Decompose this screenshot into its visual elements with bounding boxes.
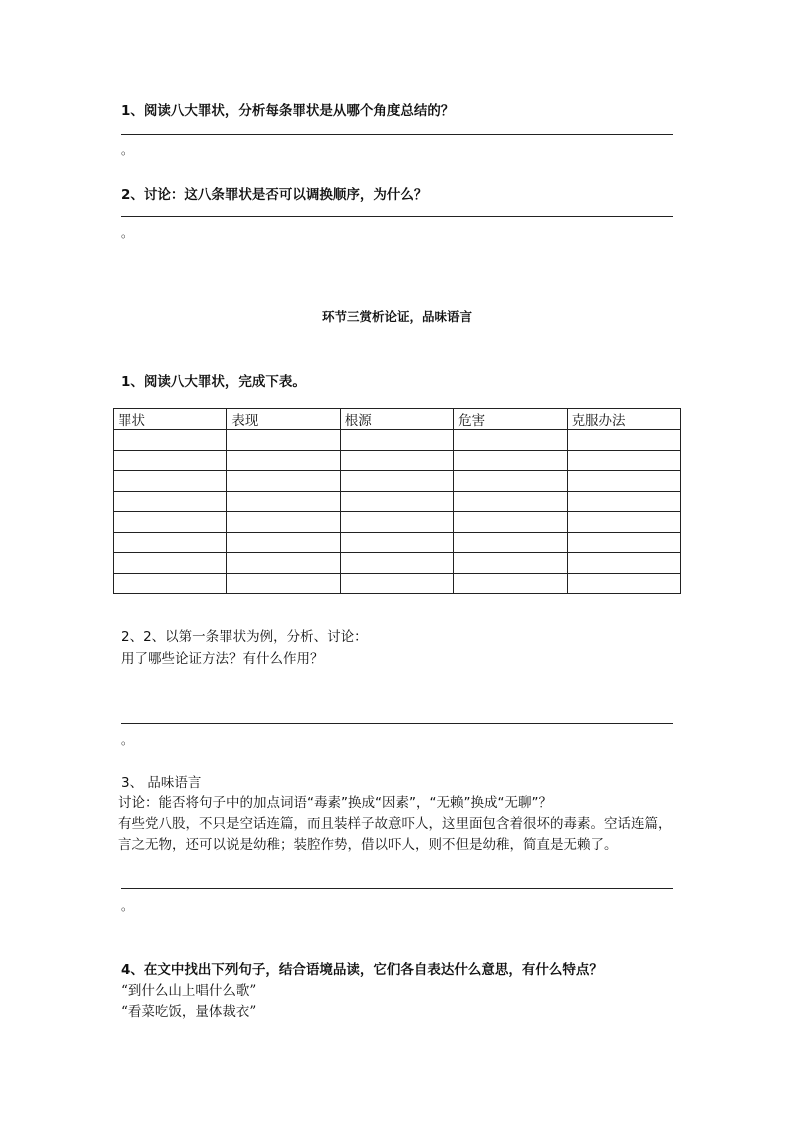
table-cell[interactable] (567, 430, 680, 451)
table-cell[interactable] (114, 491, 227, 512)
language-question-text: 3、 品味语言 (121, 775, 202, 791)
table-cell[interactable] (340, 532, 453, 553)
argument-subquestion-text: 用了哪些论证方法？有什么作用？ (121, 651, 324, 667)
answer-line-1 (121, 134, 673, 135)
table-cell[interactable] (340, 553, 453, 574)
question-2-text: 2、讨论：这八条罪状是否可以调换顺序，为什么？ (121, 187, 428, 203)
table-cell[interactable] (114, 450, 227, 471)
answer-end-mark-3: 。 (121, 733, 134, 747)
table-cell[interactable] (567, 573, 680, 594)
answer-end-mark-1: 。 (121, 143, 134, 157)
table-cell[interactable] (454, 512, 567, 533)
question-1-text: 1、阅读八大罪状，分析每条罪状是从哪个角度总结的？ (121, 103, 455, 119)
table-cell[interactable] (454, 471, 567, 492)
table-row (114, 512, 681, 533)
table-cell[interactable] (227, 491, 340, 512)
table-header-cell: 表现 (227, 409, 340, 430)
language-passage-line-2: 言之无物，还可以说是幼稚；装腔作势，借以吓人，则不但是幼稚，简直是无赖了。 (118, 837, 618, 853)
table-cell[interactable] (114, 430, 227, 451)
table-cell[interactable] (567, 532, 680, 553)
table-cell[interactable] (227, 532, 340, 553)
table-cell[interactable] (227, 512, 340, 533)
table-cell[interactable] (114, 532, 227, 553)
table-cell[interactable] (567, 512, 680, 533)
table-header-cell: 危害 (454, 409, 567, 430)
table-cell[interactable] (114, 512, 227, 533)
quote-line-1: “到什么山上唱什么歌” (121, 983, 257, 999)
table-cell[interactable] (454, 553, 567, 574)
table-question-text: 1、阅读八大罪状，完成下表。 (121, 374, 306, 390)
table-cell[interactable] (227, 471, 340, 492)
table-cell[interactable] (227, 553, 340, 574)
argument-question-text: 2、2、以第一条罪状为例，分析、讨论： (121, 629, 368, 645)
table-cell[interactable] (340, 491, 453, 512)
table-cell[interactable] (340, 573, 453, 594)
section-title: 环节三赏析论证，品味语言 (321, 309, 472, 324)
table-row (114, 430, 681, 451)
table-header-cell: 克服办法 (567, 409, 680, 430)
answer-line-3 (121, 723, 673, 724)
quote-line-2: “看菜吃饭，量体裁衣” (121, 1004, 257, 1020)
table-header-cell: 根源 (340, 409, 453, 430)
answer-end-mark-2: 。 (121, 226, 134, 240)
table-cell[interactable] (454, 532, 567, 553)
table-header-cell: 罪状 (114, 409, 227, 430)
table-cell[interactable] (114, 573, 227, 594)
table-cell[interactable] (454, 430, 567, 451)
table-row (114, 491, 681, 512)
answer-end-mark-4: 。 (121, 899, 134, 913)
table-cell[interactable] (567, 491, 680, 512)
crimes-table (113, 408, 681, 594)
table-cell[interactable] (227, 450, 340, 471)
table-cell[interactable] (340, 430, 453, 451)
table-row (114, 532, 681, 553)
table-cell[interactable] (340, 471, 453, 492)
language-passage-line-1: 有些党八股，不只是空话连篇，而且装样子故意吓人，这里面包含着很坏的毒素。空话连篇， (118, 816, 672, 832)
table-cell[interactable] (114, 471, 227, 492)
table-cell[interactable] (567, 450, 680, 471)
table-cell[interactable] (567, 471, 680, 492)
table-row (114, 450, 681, 471)
table-row (114, 553, 681, 574)
table-row (114, 471, 681, 492)
table-row (114, 573, 681, 594)
answer-line-2 (121, 216, 673, 217)
table-cell[interactable] (227, 573, 340, 594)
answer-line-4 (121, 888, 673, 889)
table-cell[interactable] (454, 573, 567, 594)
quote-question-text: 4、在文中找出下列句子，结合语境品读，它们各自表达什么意思，有什么特点？ (121, 962, 603, 978)
table-cell[interactable] (454, 491, 567, 512)
table-cell[interactable] (340, 512, 453, 533)
language-discussion-text: 讨论：能否将句子中的加点词语“毒素”换成“因素”，“无赖”换成“无聊”？ (118, 795, 552, 811)
table-cell[interactable] (340, 450, 453, 471)
table-header-row (114, 409, 681, 430)
table-cell[interactable] (114, 553, 227, 574)
table-cell[interactable] (227, 430, 340, 451)
table-cell[interactable] (567, 553, 680, 574)
table-cell[interactable] (454, 450, 567, 471)
